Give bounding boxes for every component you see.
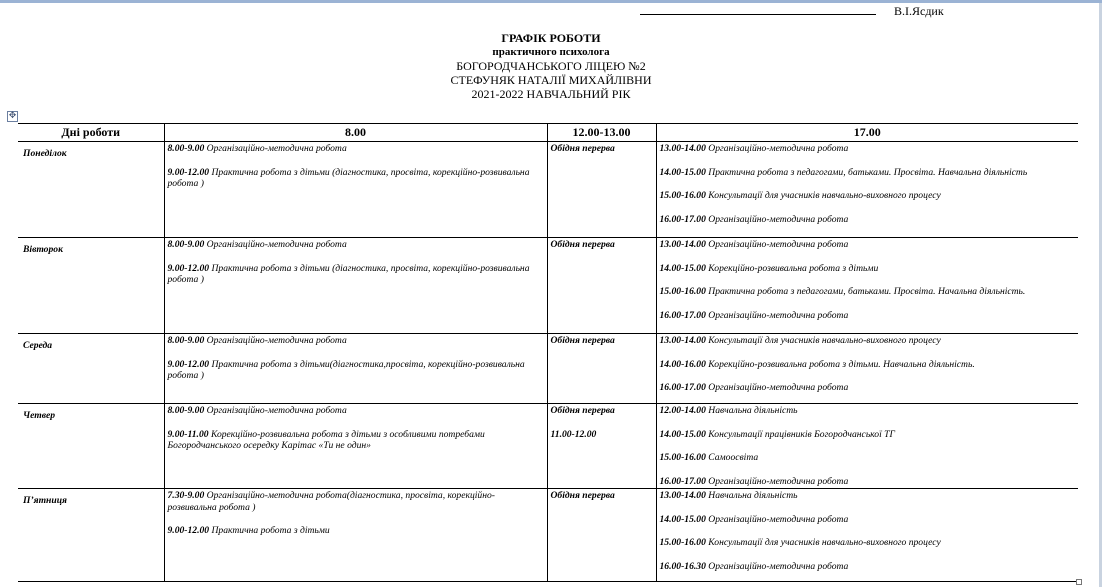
- lunch-cell: [547, 489, 656, 582]
- schedule-entry: [660, 514, 1076, 526]
- table-header-row: [18, 124, 1078, 142]
- schedule-entry: [660, 286, 1076, 298]
- entry-text: Корекційно-розвивальна робота з дітьми: [705, 262, 879, 274]
- schedule-entry: [168, 429, 544, 452]
- entry-text: Практична робота з дітьми(діагностика,просвіта, корекційно-розвивальна робота ): [167, 358, 525, 381]
- day-cell: Вівторок: [18, 238, 164, 334]
- entry-time: 13.00-14.00: [659, 143, 706, 154]
- entry-text: Організаційно-методична робота(діагностика, просвіта, корекційно-розвивальна робота ): [167, 490, 495, 513]
- entry-time: 14.00-15.00: [659, 428, 706, 440]
- schedule-entry: [660, 382, 1076, 394]
- schedule-entry: [660, 490, 1076, 502]
- entry-time: 16.00-17.00: [659, 475, 706, 487]
- entry-time: 16.00-17.00: [659, 213, 706, 225]
- schedule-entry: [660, 335, 1076, 347]
- entry-text: Навчальна діяльність: [705, 490, 798, 501]
- afternoon-cell: [656, 404, 1078, 489]
- schedule-entry: [660, 359, 1076, 371]
- lunch-text: Обідня перерва: [550, 490, 615, 501]
- table-row: [18, 489, 1078, 582]
- document-header: [0, 31, 1102, 101]
- schedule-entry: [660, 167, 1076, 179]
- morning-cell: [164, 142, 547, 238]
- schedule-entry: [660, 452, 1076, 464]
- entry-text: Організаційно-методична робота: [705, 560, 849, 572]
- entry-text: Консультації для учасників навчально-виховного процесу: [705, 335, 941, 346]
- entry-text: Консультації працівників Богородчанської ТГ: [705, 428, 895, 440]
- entry-time: 16.00-17.00: [659, 309, 706, 321]
- entry-time: 14.00-15.00: [659, 166, 706, 178]
- entry-time: 13.00-14.00: [659, 239, 706, 250]
- entry-text: Практична робота з педагогами, батьками. Просвіта. Навчальна діяльність: [705, 166, 1028, 178]
- schedule-entry: [168, 239, 544, 251]
- morning-cell: [164, 489, 547, 582]
- entry-time: 13.00-14.00: [659, 335, 706, 346]
- school-name: БОГОРОДЧАНСЬКОГО ЛІЦЕЮ №2: [456, 59, 646, 73]
- schedule-entry: [168, 263, 544, 286]
- entry-time: 8.00-9.00: [167, 143, 205, 154]
- entry-text: Організаційно-методична робота: [204, 335, 347, 346]
- schedule-entry: [660, 239, 1076, 251]
- schedule-entry: [660, 190, 1076, 202]
- schedule-entry: [168, 335, 544, 347]
- entry-text: Консультації для учасників навчально-виховного процесу: [705, 190, 941, 201]
- table-row: [18, 334, 1078, 404]
- column-header-days: Дні роботи: [18, 124, 164, 142]
- entry-time: 12.00-14.00: [659, 405, 706, 416]
- entry-text: Організаційно-методична робота: [204, 239, 347, 250]
- lunch-text: Обідня перерва: [550, 143, 615, 154]
- entry-text: Організаційно-методична робота: [705, 239, 849, 250]
- schedule-entry: [660, 263, 1076, 275]
- entry-text: Організаційно-методична робота: [204, 405, 347, 416]
- entry-text: Практична робота з педагогами, батьками. Просвіта. Начальна діяльність.: [705, 286, 1026, 297]
- entry-time: 14.00-15.00: [659, 262, 706, 274]
- entry-time: 8.00-9.00: [167, 405, 205, 416]
- schedule-entry: [660, 405, 1076, 417]
- schedule-entry: [660, 310, 1076, 322]
- table-move-handle-icon[interactable]: ✥: [8, 111, 17, 121]
- entry-time: 15.00-16.00: [659, 537, 706, 548]
- entry-time: 16.00-17.00: [659, 382, 706, 393]
- lunch-text: Обідня перерва: [550, 239, 615, 250]
- entry-text: Навчальна діяльність: [705, 405, 798, 416]
- entry-text: Практична робота з дітьми (діагностика, просвіта, корекційно-розвивальна робота ): [167, 262, 530, 285]
- entry-time: 7.30-9.00: [167, 490, 205, 501]
- entry-text: Консультації для учасників навчально-виховного процесу: [705, 537, 941, 548]
- table-resize-handle[interactable]: [1076, 579, 1082, 585]
- schedule-entry: [168, 525, 544, 537]
- entry-time: 13.00-14.00: [659, 490, 706, 501]
- schedule-entry: [660, 143, 1076, 155]
- schedule-entry: [168, 167, 544, 190]
- schedule-entry: [168, 359, 544, 382]
- entry-text: Організаційно-методична робота: [705, 213, 849, 225]
- entry-text: Організаційно-методична робота: [705, 309, 849, 321]
- lunch-cell: [547, 334, 656, 404]
- entry-time: 16.00-16.30: [659, 560, 706, 572]
- schedule-table: [18, 123, 1078, 582]
- column-header-morning: 8.00: [164, 124, 547, 142]
- schedule-entry: [168, 490, 544, 513]
- signature-name: В.І.Ясдик: [894, 4, 944, 18]
- entry-text: Організаційно-методична робота: [204, 143, 347, 154]
- entry-time: 9.00-12.00: [167, 358, 210, 370]
- lunch-cell: [547, 238, 656, 334]
- entry-text: Організаційно-методична робота: [705, 382, 849, 393]
- afternoon-cell: [656, 489, 1078, 582]
- schedule-entry: [660, 537, 1076, 549]
- schedule-entry: [660, 429, 1076, 441]
- table-row: [18, 238, 1078, 334]
- column-header-afternoon: 17.00: [656, 124, 1078, 142]
- document-subtitle: практичного психолога: [492, 46, 610, 58]
- schedule-entry: [660, 561, 1076, 573]
- lunch-text: 11.00-12.00: [550, 428, 597, 440]
- entry-time: 14.00-15.00: [659, 513, 706, 525]
- schedule-entry: [660, 214, 1076, 226]
- entry-text: Корекційно-розвивальна робота з дітьми з особливими потребами Богородчанського осередку Карітас «Ти не один»: [167, 428, 485, 451]
- entry-time: 15.00-16.00: [659, 190, 706, 201]
- afternoon-cell: [656, 142, 1078, 238]
- entry-time: 8.00-9.00: [167, 335, 205, 346]
- schedule-entry: [168, 143, 544, 155]
- schedule-entry: [168, 405, 544, 417]
- entry-text: Самоосвіта: [705, 452, 759, 463]
- entry-time: 9.00-11.00: [167, 428, 209, 440]
- entry-text: Практична робота з дітьми: [209, 525, 330, 536]
- entry-time: 8.00-9.00: [167, 239, 205, 250]
- afternoon-cell: [656, 334, 1078, 404]
- entry-text: Організаційно-методична робота: [705, 475, 849, 487]
- table-row: [18, 142, 1078, 238]
- entry-time: 9.00-12.00: [167, 262, 210, 274]
- entry-time: 9.00-12.00: [167, 166, 210, 178]
- signature-line: [640, 3, 876, 15]
- day-cell: П’ятниця: [18, 489, 164, 582]
- lunch-cell: [547, 404, 656, 489]
- entry-text: Організаційно-методична робота: [705, 143, 849, 154]
- school-year: 2021-2022 НАВЧАЛЬНИЙ РІК: [471, 87, 631, 101]
- lunch-text: Обідня перерва: [550, 405, 615, 416]
- table-row: [18, 404, 1078, 489]
- entry-text: Організаційно-методична робота: [705, 513, 849, 525]
- day-cell: Понеділок: [18, 142, 164, 238]
- morning-cell: [164, 334, 547, 404]
- entry-time: 15.00-16.00: [659, 286, 706, 297]
- entry-time: 14.00-16.00: [659, 358, 706, 370]
- day-cell: Четвер: [18, 404, 164, 489]
- morning-cell: [164, 238, 547, 334]
- morning-cell: [164, 404, 547, 489]
- document-title: ГРАФІК РОБОТИ: [501, 31, 601, 45]
- entry-text: Практична робота з дітьми (діагностика, просвіта, корекційно-розвивальна робота ): [167, 166, 530, 189]
- entry-time: 15.00-16.00: [659, 452, 706, 463]
- column-header-lunch: 12.00-13.00: [547, 124, 656, 142]
- approval-signature-block: [640, 3, 944, 19]
- person-name: СТЕФУНЯК НАТАЛІЇ МИХАЙЛІВНИ: [450, 73, 652, 87]
- day-cell: Середа: [18, 334, 164, 404]
- lunch-text: Обідня перерва: [550, 335, 615, 346]
- afternoon-cell: [656, 238, 1078, 334]
- entry-text: Корекційно-розвивальна робота з дітьми. Навчальна діяльність.: [705, 358, 975, 370]
- lunch-cell: [547, 142, 656, 238]
- schedule-entry: [660, 476, 1076, 488]
- entry-time: 9.00-12.00: [167, 525, 210, 536]
